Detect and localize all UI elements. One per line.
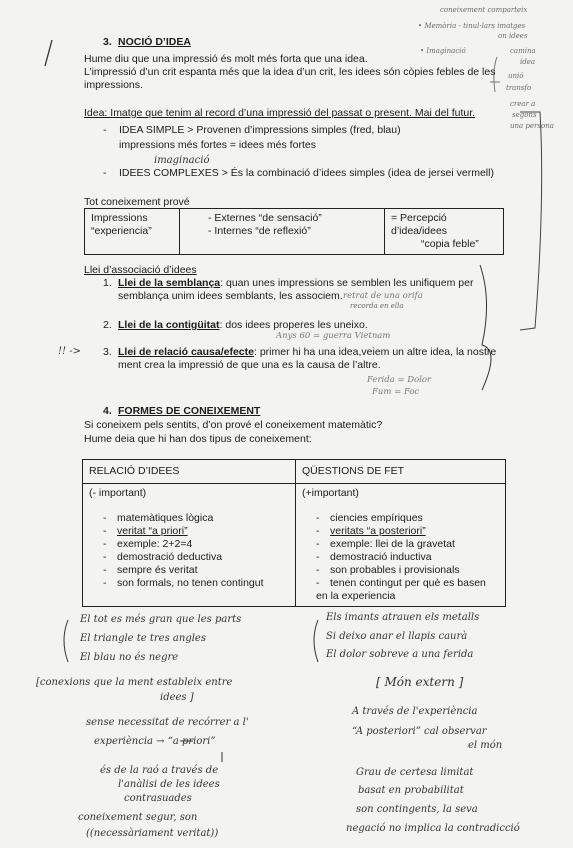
section3-number: 3. [103, 36, 112, 48]
handwritten-right-bottom-6: son contingents, la seva [356, 804, 478, 815]
handwritten-left-bottom-6: coneixement segur, son [78, 812, 198, 823]
handwritten-top-right-8: transfo [506, 84, 532, 92]
idees-complexes-line: IDEES COMPLEXES > És la combinació d’idees simples (idea de jersei vermell) [119, 167, 494, 179]
left-item: - son formals, no tenen contingut [103, 577, 264, 589]
section4-question: Si coneixem pels sentits, d’on prové el coneixement matemàtic? [84, 419, 383, 431]
handwritten-top-right-7: unió [508, 72, 524, 80]
handwritten-top-right-4: • Imaginació [420, 47, 466, 55]
relacio-idees-header: RELACIÓ D’IDEES [83, 460, 296, 484]
laws-title: Llei d’associació d’idees [84, 264, 197, 276]
coneixement-label: Tot coneixement prové [84, 196, 190, 208]
handwritten-imaginacio: imaginació [154, 155, 210, 166]
left-item: - matemàtiques lògica [103, 512, 214, 524]
handwritten-right-bottom-5: basat en probabilitat [358, 785, 464, 796]
handwritten-connexions: [conexions que la ment estableix entre [36, 677, 233, 688]
simple-dash: - [103, 124, 107, 136]
handwritten-right-bottom-3: el món [468, 740, 503, 751]
handwritten-right-example-2: Si deixo anar el llapis caurà [326, 631, 468, 642]
handwritten-right-example-1: Els imants atrauen els metalls [326, 612, 480, 623]
handwritten-left-bottom-4: l'anàlisi de les idees [118, 779, 220, 790]
handwritten-top-right-6: idea [520, 58, 536, 66]
handwritten-mon-extern: [ Món extern ] [376, 675, 464, 689]
handwritten-top-right-5: camina [510, 47, 536, 55]
perception-cell: = Percepció d’idea/idees “copia feble” [385, 209, 504, 255]
handwritten-right-example-3: El dolor sobreve a una ferida [326, 649, 474, 660]
complex-dash: - [103, 167, 107, 179]
handwritten-top-right-2: • Memòria - tinul·lars imatges [418, 22, 526, 30]
impressions-table [84, 208, 504, 255]
section3-title: NOCIÓ D’IDEA [118, 36, 191, 48]
law3-number: 3. [103, 346, 112, 358]
right-item: - tenen contingut per què es basen en la experiencia [316, 577, 486, 602]
handwritten-top-right-1: coneixement comparteix [440, 6, 528, 14]
handwritten-left-bottom-1: sense necessitat de recórrer a l' [86, 717, 249, 728]
handwritten-right-bottom-4: Grau de certesa limitat [356, 767, 474, 778]
relacio-idees-body: (- important) - matemàtiques lògica - veritat “a priori” - exemple: 2+2=4 - demostració deductiva - sempre és veritat - son formals, no tenen contingut [83, 484, 296, 607]
law3-line2: ment crea la impressió de que una es la causa de l’altre. [118, 359, 381, 371]
handwritten-top-right-3: on idees [498, 32, 528, 40]
right-item: - exemple: llei de la gravetat [316, 538, 455, 550]
handwritten-idees: idees ] [160, 692, 194, 703]
law2-number: 2. [103, 319, 112, 331]
section4-title: FORMES DE CONEIXEMENT [118, 405, 261, 417]
section4-number: 4. [103, 405, 112, 417]
sources-cell: - Externes “de sensació” - Internes “de reflexió” [180, 209, 385, 255]
handwritten-causa-note2: Fum = Foc [372, 387, 420, 397]
left-item: - demostració deductiva [103, 551, 223, 563]
handwritten-left-example-1: El tot es més gran que les parts [80, 614, 242, 625]
left-item: - exemple: 2+2=4 [103, 538, 193, 550]
handwritten-right-bottom-1: A través de l'experiència [352, 706, 478, 717]
law1-number: 1. [103, 277, 112, 289]
handwritten-left-bottom-2: experiència → “a priori” [94, 736, 216, 747]
section4-intro: Hume deia que hi han dos tipus de coneixement: [84, 433, 312, 445]
handwritten-left-bottom-5: contrasuades [124, 793, 192, 804]
handwritten-right-bottom-2: “A posteriori” cal observar [352, 726, 487, 737]
law3-text: Llei de relació causa/efecte: primer hi ha una idea,veiem un altre idea, la nostre [118, 346, 497, 358]
law1-text: Llei de la semblança: quan unes impressions se semblen les unifiquem per [118, 277, 474, 289]
handwritten-left-example-2: El triangle te tres angles [80, 633, 206, 644]
handwritten-left-bottom-3: és de la raó a través de [100, 765, 219, 776]
knowledge-table [82, 459, 506, 607]
handwritten-causa-note1: Ferida = Dolor [367, 375, 432, 385]
left-item: - sempre és veritat [103, 564, 198, 576]
handwritten-right-bottom-7: negació no implica la contradicció [346, 823, 520, 834]
section3-intro-line3: impressions. [84, 79, 143, 91]
handwritten-top-right-9: crear a [510, 100, 536, 108]
handwritten-contiguitat-note: Anys 60 = guerra Vietnam [276, 331, 391, 341]
impressions-cell: Impressions “experiencia” [85, 209, 180, 255]
handwritten-semblanca-note1: retrat de una orifa [343, 291, 423, 301]
idea-simple-note: impressions més fortes = idees més fortes [119, 139, 316, 151]
section3-intro-line1: Hume diu que una impressió és molt més forta que una idea. [84, 53, 368, 65]
right-item: - son probables i provisionals [316, 564, 460, 576]
handwritten-arrow-mark: !! -> [58, 346, 81, 357]
handwritten-left-bottom-7: ((necessàriament veritat)) [86, 828, 219, 839]
handwritten-semblanca-note2: recorda en ella [350, 302, 404, 310]
idea-simple-line: IDEA SIMPLE > Provenen d’impressions simples (fred, blau) [119, 124, 401, 136]
law2-text: Llei de la contigüitat: dos idees properes les uneixo. [118, 319, 368, 331]
right-item: - demostració inductiva [316, 551, 432, 563]
left-item: - veritat “a priori” [103, 525, 188, 537]
questions-fet-header: QÜESTIONS DE FET [296, 460, 506, 484]
handwritten-top-right-10: segons [512, 111, 537, 119]
law1-line2: semblança unim idees semblants, les associem. [118, 290, 343, 302]
section3-intro-line2: L’impressió d’un crit espanta més que la idea d’un crit, les idees són còpies febles de les [84, 66, 496, 78]
questions-fet-body: (+important) - ciencies empíriques - veritats “a posteriori” - exemple: llei de la gravetat - demostració inductiva - son probables i provisionals - tenen contingut per què es basen en la experiencia [296, 484, 506, 607]
handwritten-left-example-3: El blau no és negre [80, 652, 179, 663]
handwritten-top-right-11: una persona [510, 122, 554, 130]
idea-definition: Idea: Imatge que tenim al record d’una impressió del passat o present. Mai del futur. [84, 107, 476, 119]
right-item: - ciencies empíriques [316, 512, 423, 524]
right-item: - veritats “a posteriori” [316, 525, 426, 537]
